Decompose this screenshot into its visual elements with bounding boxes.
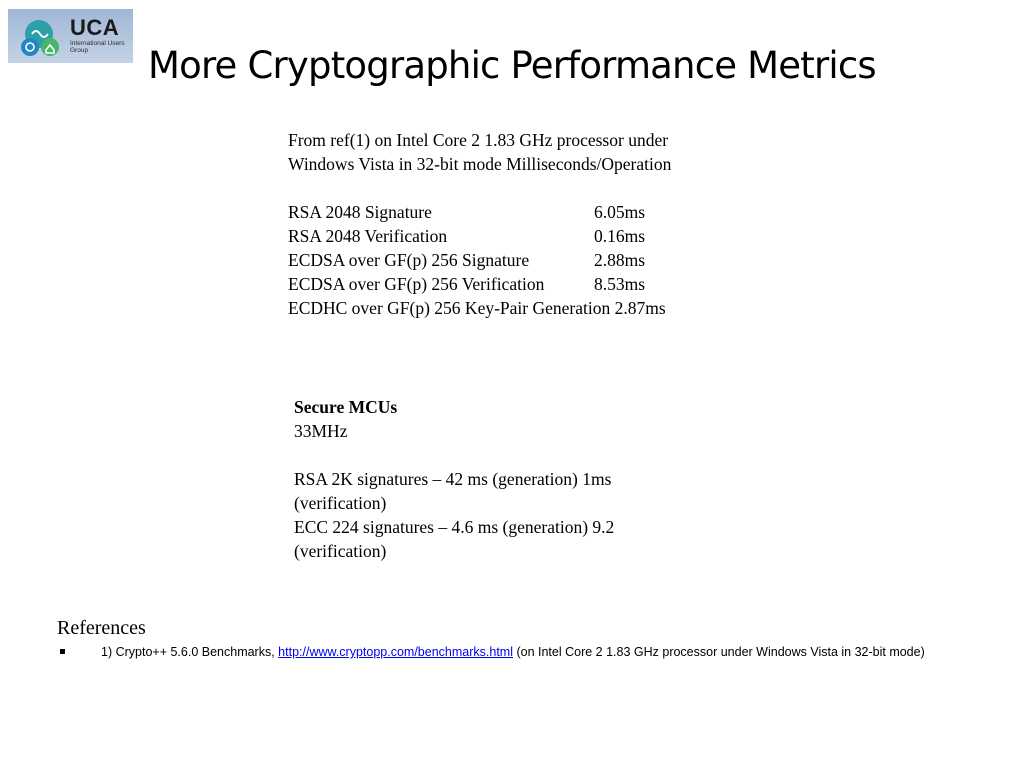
logo-word: UCA	[70, 15, 120, 40]
performance-block	[288, 128, 788, 320]
perf-row-value: 6.05ms	[594, 202, 646, 222]
reference-prefix: 1) Crypto++ 5.6.0 Benchmarks,	[101, 645, 279, 659]
mcu-ecc-line-2: (verification)	[294, 541, 387, 561]
perf-intro-line-2: Windows Vista in 32-bit mode Milliseconds/Operation	[288, 154, 672, 174]
mcu-ecc-line-1: ECC 224 signatures – 4.6 ms (generation) 9.2	[294, 517, 615, 537]
perf-row-name: ECDSA over GF(p) 256 Verification	[288, 274, 545, 294]
perf-row	[288, 224, 788, 248]
perf-row	[288, 200, 788, 224]
uca-logo	[8, 9, 133, 63]
perf-row-value: 8.53ms	[594, 274, 646, 294]
reference-link[interactable]: http://www.cryptopp.com/benchmarks.html	[278, 645, 513, 659]
references-heading: References	[57, 617, 146, 639]
perf-intro-line-1: From ref(1) on Intel Core 2 1.83 GHz processor under	[288, 130, 669, 150]
perf-row-name: RSA 2048 Verification	[288, 226, 448, 246]
mcu-rsa-line-2: (verification)	[294, 493, 387, 513]
reference-item	[60, 644, 960, 661]
secure-mcu-block	[294, 395, 694, 563]
perf-row	[288, 248, 788, 272]
mcu-clock: 33MHz	[294, 421, 348, 441]
mcu-heading: Secure MCUs	[294, 397, 398, 417]
perf-row-value: 0.16ms	[594, 226, 646, 246]
perf-row-value: 2.88ms	[594, 250, 646, 270]
bullet-icon	[60, 649, 65, 654]
mcu-rsa-line-1: RSA 2K signatures – 42 ms (generation) 1ms	[294, 469, 612, 489]
reference-text	[101, 644, 960, 661]
logo-subtitle: International Users Group	[70, 40, 125, 54]
perf-row-name: ECDSA over GF(p) 256 Signature	[288, 250, 530, 270]
perf-row	[288, 272, 788, 296]
perf-last-line: ECDHC over GF(p) 256 Key-Pair Generation 2.87ms	[288, 298, 666, 318]
slide-title: More Cryptographic Performance Metrics	[148, 44, 876, 87]
perf-row-name: RSA 2048 Signature	[288, 202, 432, 222]
reference-suffix: (on Intel Core 2 1.83 GHz processor under Windows Vista in 32-bit mode)	[512, 645, 925, 659]
